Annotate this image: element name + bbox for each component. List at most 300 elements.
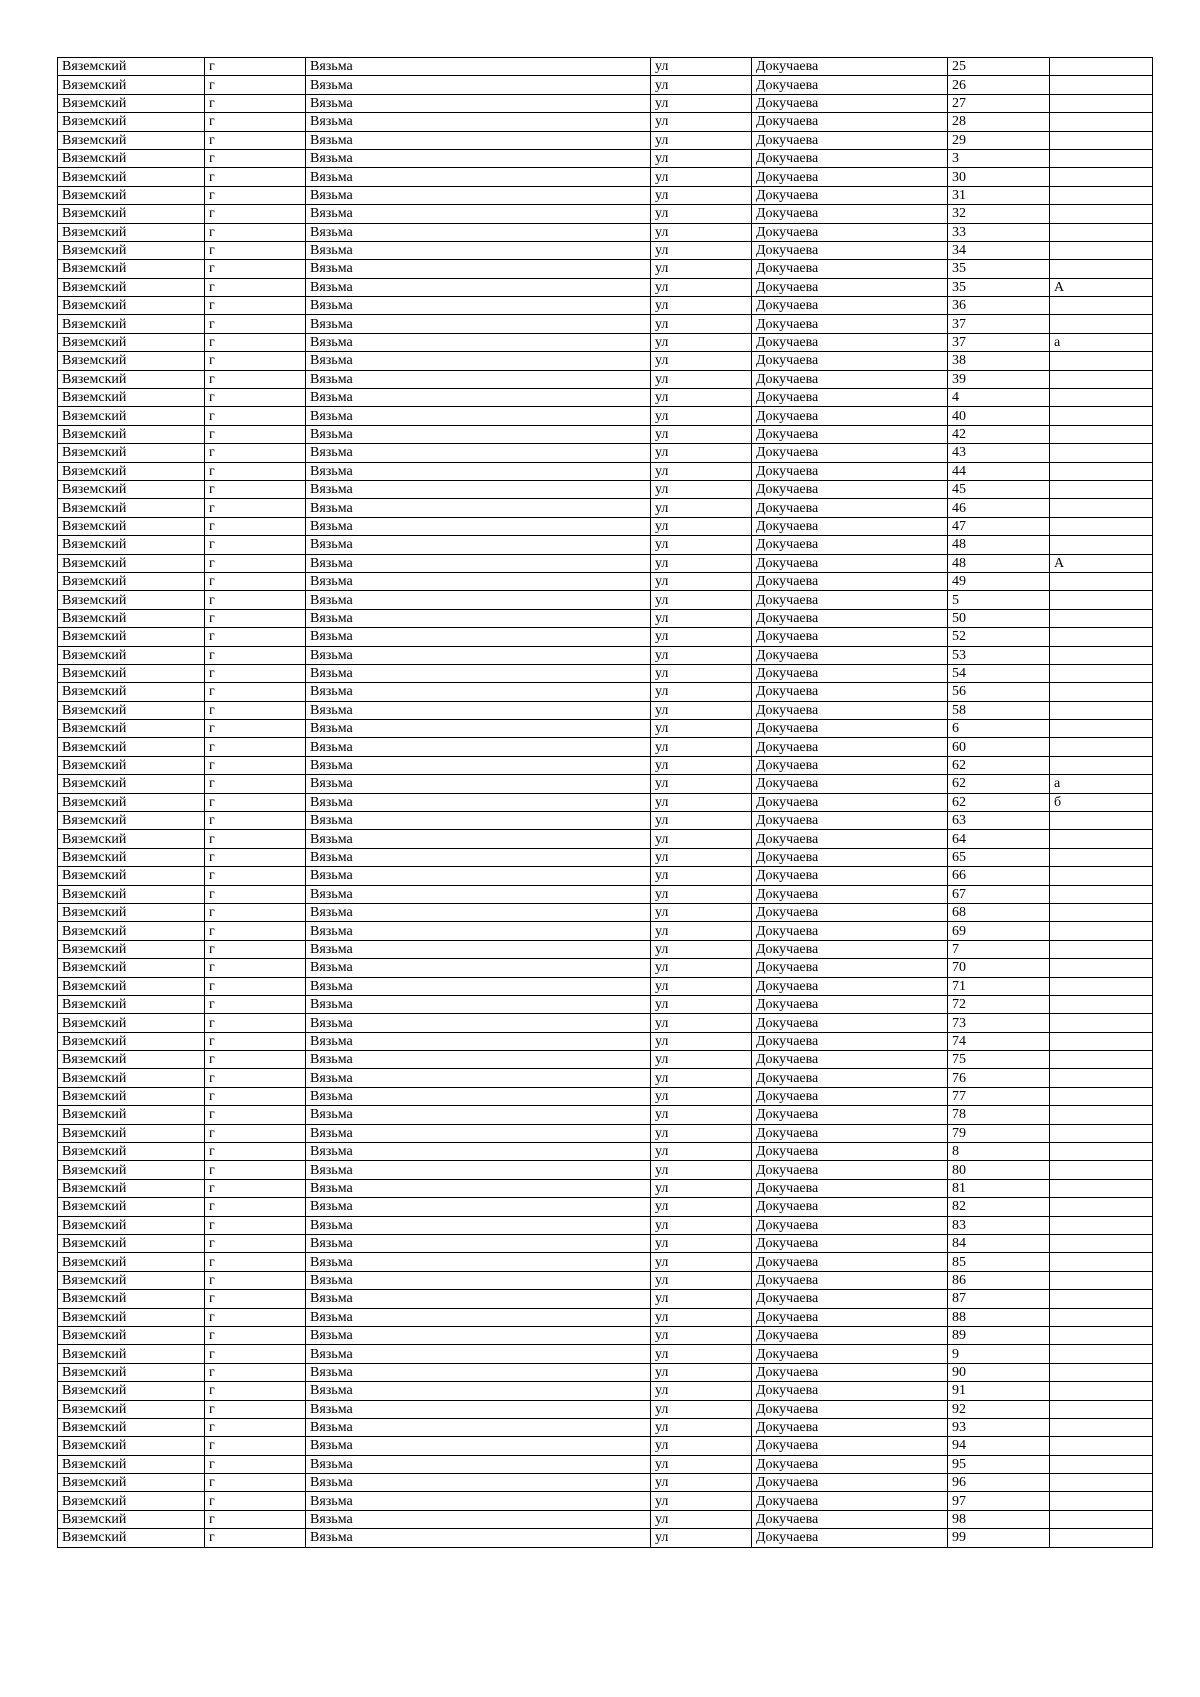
table-row (58, 572, 1153, 590)
settlement-type-cell: г (205, 241, 306, 259)
house-number-cell: 39 (948, 370, 1050, 388)
table-row (58, 168, 1153, 186)
district-cell: Вяземский (58, 131, 205, 149)
settlement-cell: Вязьма (306, 113, 651, 131)
settlement-cell: Вязьма (306, 1198, 651, 1216)
settlement-type-cell: г (205, 940, 306, 958)
settlement-cell: Вязьма (306, 572, 651, 590)
district-cell: Вяземский (58, 205, 205, 223)
table-row (58, 1106, 1153, 1124)
table-row (58, 977, 1153, 995)
house-letter-cell (1050, 1345, 1153, 1363)
settlement-cell: Вязьма (306, 94, 651, 112)
street-cell: Докучаева (752, 1051, 948, 1069)
house-number-cell: 86 (948, 1271, 1050, 1289)
table-row (58, 462, 1153, 480)
house-letter-cell (1050, 1051, 1153, 1069)
house-number-cell: 50 (948, 609, 1050, 627)
district-cell: Вяземский (58, 664, 205, 682)
house-letter-cell (1050, 1087, 1153, 1105)
street-cell: Докучаева (752, 241, 948, 259)
house-letter-cell (1050, 1271, 1153, 1289)
street-cell: Докучаева (752, 315, 948, 333)
table-row (58, 1051, 1153, 1069)
house-number-cell: 36 (948, 297, 1050, 315)
settlement-type-cell: г (205, 683, 306, 701)
settlement-cell: Вязьма (306, 1253, 651, 1271)
settlement-type-cell: г (205, 1455, 306, 1473)
street-type-cell: ул (651, 738, 752, 756)
street-cell: Докучаева (752, 1529, 948, 1547)
table-row (58, 352, 1153, 370)
settlement-type-cell: г (205, 223, 306, 241)
settlement-cell: Вязьма (306, 1032, 651, 1050)
settlement-type-cell: г (205, 278, 306, 296)
house-number-cell: 31 (948, 186, 1050, 204)
house-letter-cell (1050, 830, 1153, 848)
street-type-cell: ул (651, 1326, 752, 1344)
settlement-type-cell: г (205, 1032, 306, 1050)
street-type-cell: ул (651, 885, 752, 903)
house-letter-cell (1050, 1326, 1153, 1344)
street-cell: Докучаева (752, 940, 948, 958)
settlement-cell: Вязьма (306, 278, 651, 296)
table-row (58, 1253, 1153, 1271)
house-letter-cell: а (1050, 775, 1153, 793)
street-type-cell: ул (651, 977, 752, 995)
settlement-cell: Вязьма (306, 1051, 651, 1069)
settlement-type-cell: г (205, 517, 306, 535)
settlement-cell: Вязьма (306, 131, 651, 149)
settlement-type-cell: г (205, 1087, 306, 1105)
street-type-cell: ул (651, 186, 752, 204)
table-row (58, 425, 1153, 443)
street-cell: Докучаева (752, 58, 948, 76)
district-cell: Вяземский (58, 499, 205, 517)
district-cell: Вяземский (58, 58, 205, 76)
district-cell: Вяземский (58, 297, 205, 315)
house-number-cell: 74 (948, 1032, 1050, 1050)
house-number-cell: 6 (948, 720, 1050, 738)
settlement-type-cell: г (205, 591, 306, 609)
house-letter-cell (1050, 1363, 1153, 1381)
settlement-cell: Вязьма (306, 1271, 651, 1289)
house-number-cell: 52 (948, 628, 1050, 646)
house-letter-cell (1050, 149, 1153, 167)
street-cell: Докучаева (752, 297, 948, 315)
settlement-type-cell: г (205, 333, 306, 351)
house-number-cell: 32 (948, 205, 1050, 223)
district-cell: Вяземский (58, 241, 205, 259)
house-number-cell: 62 (948, 775, 1050, 793)
street-cell: Докучаева (752, 977, 948, 995)
street-cell: Докучаева (752, 480, 948, 498)
house-letter-cell: А (1050, 554, 1153, 572)
street-type-cell: ул (651, 223, 752, 241)
house-letter-cell (1050, 885, 1153, 903)
table-row (58, 903, 1153, 921)
settlement-type-cell: г (205, 977, 306, 995)
district-cell: Вяземский (58, 1437, 205, 1455)
street-type-cell: ул (651, 205, 752, 223)
settlement-type-cell: г (205, 1345, 306, 1363)
settlement-type-cell: г (205, 903, 306, 921)
table-row (58, 922, 1153, 940)
settlement-cell: Вязьма (306, 1345, 651, 1363)
settlement-cell: Вязьма (306, 940, 651, 958)
district-cell: Вяземский (58, 480, 205, 498)
table-row (58, 333, 1153, 351)
settlement-cell: Вязьма (306, 646, 651, 664)
district-cell: Вяземский (58, 1529, 205, 1547)
settlement-type-cell: г (205, 1069, 306, 1087)
settlement-cell: Вязьма (306, 1492, 651, 1510)
house-number-cell: 56 (948, 683, 1050, 701)
settlement-cell: Вязьма (306, 58, 651, 76)
house-number-cell: 81 (948, 1179, 1050, 1197)
settlement-type-cell: г (205, 867, 306, 885)
street-cell: Докучаева (752, 591, 948, 609)
table-row (58, 58, 1153, 76)
district-cell: Вяземский (58, 1363, 205, 1381)
house-number-cell: 98 (948, 1510, 1050, 1528)
house-letter-cell (1050, 940, 1153, 958)
table-row (58, 1345, 1153, 1363)
district-cell: Вяземский (58, 536, 205, 554)
street-type-cell: ул (651, 940, 752, 958)
settlement-type-cell: г (205, 1308, 306, 1326)
district-cell: Вяземский (58, 1382, 205, 1400)
street-type-cell: ул (651, 315, 752, 333)
street-cell: Докучаева (752, 793, 948, 811)
settlement-type-cell: г (205, 1437, 306, 1455)
street-cell: Докучаева (752, 1198, 948, 1216)
settlement-type-cell: г (205, 1106, 306, 1124)
district-cell: Вяземский (58, 1510, 205, 1528)
table-row (58, 1326, 1153, 1344)
street-cell: Докучаева (752, 1326, 948, 1344)
house-number-cell: 68 (948, 903, 1050, 921)
house-letter-cell (1050, 1437, 1153, 1455)
district-cell: Вяземский (58, 554, 205, 572)
house-number-cell: 87 (948, 1290, 1050, 1308)
house-letter-cell (1050, 628, 1153, 646)
settlement-cell: Вязьма (306, 867, 651, 885)
street-type-cell: ул (651, 1014, 752, 1032)
district-cell: Вяземский (58, 738, 205, 756)
house-number-cell: 97 (948, 1492, 1050, 1510)
street-type-cell: ул (651, 1529, 752, 1547)
settlement-cell: Вязьма (306, 536, 651, 554)
district-cell: Вяземский (58, 425, 205, 443)
street-type-cell: ул (651, 1474, 752, 1492)
settlement-type-cell: г (205, 1051, 306, 1069)
settlement-type-cell: г (205, 554, 306, 572)
settlement-type-cell: г (205, 315, 306, 333)
street-type-cell: ул (651, 848, 752, 866)
street-type-cell: ул (651, 444, 752, 462)
house-letter-cell (1050, 205, 1153, 223)
settlement-cell: Вязьма (306, 1087, 651, 1105)
table-row (58, 609, 1153, 627)
house-number-cell: 94 (948, 1437, 1050, 1455)
house-letter-cell (1050, 480, 1153, 498)
district-cell: Вяземский (58, 1051, 205, 1069)
house-number-cell: 63 (948, 812, 1050, 830)
district-cell: Вяземский (58, 977, 205, 995)
settlement-cell: Вязьма (306, 205, 651, 223)
street-cell: Докучаева (752, 812, 948, 830)
house-number-cell: 43 (948, 444, 1050, 462)
house-number-cell: 48 (948, 536, 1050, 554)
street-cell: Докучаева (752, 517, 948, 535)
district-cell: Вяземский (58, 572, 205, 590)
house-number-cell: 79 (948, 1124, 1050, 1142)
street-cell: Докучаева (752, 168, 948, 186)
street-type-cell: ул (651, 1051, 752, 1069)
district-cell: Вяземский (58, 1400, 205, 1418)
settlement-cell: Вязьма (306, 76, 651, 94)
street-cell: Докучаева (752, 1179, 948, 1197)
house-number-cell: 91 (948, 1382, 1050, 1400)
settlement-type-cell: г (205, 1363, 306, 1381)
street-cell: Докучаева (752, 1382, 948, 1400)
house-number-cell: 65 (948, 848, 1050, 866)
street-cell: Докучаева (752, 775, 948, 793)
house-number-cell: 62 (948, 793, 1050, 811)
settlement-type-cell: г (205, 1253, 306, 1271)
table-row (58, 370, 1153, 388)
house-letter-cell (1050, 922, 1153, 940)
table-row (58, 1124, 1153, 1142)
settlement-cell: Вязьма (306, 903, 651, 921)
district-cell: Вяземский (58, 867, 205, 885)
district-cell: Вяземский (58, 830, 205, 848)
house-number-cell: 3 (948, 149, 1050, 167)
table-row (58, 848, 1153, 866)
house-letter-cell (1050, 1014, 1153, 1032)
settlement-type-cell: г (205, 1474, 306, 1492)
house-number-cell: 71 (948, 977, 1050, 995)
settlement-cell: Вязьма (306, 1161, 651, 1179)
district-cell: Вяземский (58, 1106, 205, 1124)
street-type-cell: ул (651, 1087, 752, 1105)
street-cell: Докучаева (752, 444, 948, 462)
street-cell: Докучаева (752, 1400, 948, 1418)
house-number-cell: 54 (948, 664, 1050, 682)
house-number-cell: 7 (948, 940, 1050, 958)
settlement-cell: Вязьма (306, 425, 651, 443)
settlement-cell: Вязьма (306, 241, 651, 259)
house-number-cell: 93 (948, 1418, 1050, 1436)
table-row (58, 444, 1153, 462)
table-row (58, 205, 1153, 223)
district-cell: Вяземский (58, 517, 205, 535)
street-type-cell: ул (651, 168, 752, 186)
house-letter-cell (1050, 1510, 1153, 1528)
settlement-cell: Вязьма (306, 168, 651, 186)
table-row (58, 756, 1153, 774)
table-row (58, 278, 1153, 296)
settlement-cell: Вязьма (306, 885, 651, 903)
street-cell: Докучаева (752, 94, 948, 112)
house-number-cell: 66 (948, 867, 1050, 885)
table-row (58, 775, 1153, 793)
settlement-type-cell: г (205, 1418, 306, 1436)
settlement-cell: Вязьма (306, 1382, 651, 1400)
settlement-type-cell: г (205, 352, 306, 370)
street-cell: Докучаева (752, 738, 948, 756)
table-row (58, 517, 1153, 535)
street-type-cell: ул (651, 499, 752, 517)
settlement-type-cell: г (205, 444, 306, 462)
house-number-cell: 89 (948, 1326, 1050, 1344)
house-number-cell: 29 (948, 131, 1050, 149)
table-row (58, 830, 1153, 848)
settlement-type-cell: г (205, 186, 306, 204)
settlement-type-cell: г (205, 812, 306, 830)
settlement-cell: Вязьма (306, 922, 651, 940)
street-type-cell: ул (651, 1418, 752, 1436)
street-cell: Докучаева (752, 959, 948, 977)
table-row (58, 407, 1153, 425)
house-letter-cell (1050, 738, 1153, 756)
street-type-cell: ул (651, 1345, 752, 1363)
settlement-cell: Вязьма (306, 444, 651, 462)
street-type-cell: ул (651, 1271, 752, 1289)
street-type-cell: ул (651, 1382, 752, 1400)
settlement-type-cell: г (205, 205, 306, 223)
street-type-cell: ул (651, 297, 752, 315)
street-type-cell: ул (651, 830, 752, 848)
house-letter-cell (1050, 407, 1153, 425)
street-cell: Докучаева (752, 664, 948, 682)
street-cell: Докучаева (752, 683, 948, 701)
settlement-type-cell: г (205, 94, 306, 112)
house-letter-cell (1050, 720, 1153, 738)
table-row (58, 389, 1153, 407)
house-letter-cell (1050, 1253, 1153, 1271)
settlement-type-cell: г (205, 1124, 306, 1142)
table-row (58, 1216, 1153, 1234)
settlement-type-cell: г (205, 775, 306, 793)
district-cell: Вяземский (58, 315, 205, 333)
house-number-cell: 42 (948, 425, 1050, 443)
house-letter-cell (1050, 995, 1153, 1013)
house-letter-cell (1050, 1106, 1153, 1124)
house-number-cell: 60 (948, 738, 1050, 756)
street-cell: Докучаева (752, 223, 948, 241)
house-letter-cell (1050, 1235, 1153, 1253)
house-letter-cell (1050, 867, 1153, 885)
street-type-cell: ул (651, 1179, 752, 1197)
street-type-cell: ул (651, 389, 752, 407)
house-number-cell: 38 (948, 352, 1050, 370)
district-cell: Вяземский (58, 1271, 205, 1289)
district-cell: Вяземский (58, 683, 205, 701)
house-letter-cell (1050, 959, 1153, 977)
street-type-cell: ул (651, 683, 752, 701)
house-letter-cell (1050, 664, 1153, 682)
district-cell: Вяземский (58, 775, 205, 793)
table-row (58, 1032, 1153, 1050)
street-cell: Докучаева (752, 1492, 948, 1510)
street-type-cell: ул (651, 867, 752, 885)
table-row (58, 1198, 1153, 1216)
settlement-type-cell: г (205, 260, 306, 278)
street-type-cell: ул (651, 1161, 752, 1179)
district-cell: Вяземский (58, 1492, 205, 1510)
settlement-cell: Вязьма (306, 352, 651, 370)
house-number-cell: 88 (948, 1308, 1050, 1326)
house-number-cell: 96 (948, 1474, 1050, 1492)
house-letter-cell (1050, 370, 1153, 388)
street-cell: Докучаева (752, 425, 948, 443)
district-cell: Вяземский (58, 848, 205, 866)
table-row (58, 1510, 1153, 1528)
street-type-cell: ул (651, 1235, 752, 1253)
house-number-cell: 37 (948, 315, 1050, 333)
settlement-cell: Вязьма (306, 1437, 651, 1455)
district-cell: Вяземский (58, 1345, 205, 1363)
settlement-cell: Вязьма (306, 1290, 651, 1308)
table-row (58, 1382, 1153, 1400)
house-letter-cell (1050, 1179, 1153, 1197)
settlement-cell: Вязьма (306, 977, 651, 995)
settlement-type-cell: г (205, 1529, 306, 1547)
district-cell: Вяземский (58, 407, 205, 425)
table-row (58, 186, 1153, 204)
house-number-cell: 69 (948, 922, 1050, 940)
settlement-type-cell: г (205, 830, 306, 848)
settlement-type-cell: г (205, 407, 306, 425)
table-row (58, 1087, 1153, 1105)
street-type-cell: ул (651, 646, 752, 664)
street-type-cell: ул (651, 628, 752, 646)
street-cell: Докучаева (752, 922, 948, 940)
street-type-cell: ул (651, 131, 752, 149)
street-type-cell: ул (651, 1437, 752, 1455)
table-row (58, 683, 1153, 701)
house-letter-cell (1050, 1492, 1153, 1510)
settlement-type-cell: г (205, 1271, 306, 1289)
house-letter-cell (1050, 1400, 1153, 1418)
settlement-cell: Вязьма (306, 480, 651, 498)
street-type-cell: ул (651, 333, 752, 351)
settlement-cell: Вязьма (306, 1363, 651, 1381)
district-cell: Вяземский (58, 1235, 205, 1253)
table-row (58, 1437, 1153, 1455)
house-letter-cell (1050, 1124, 1153, 1142)
district-cell: Вяземский (58, 812, 205, 830)
table-row (58, 223, 1153, 241)
settlement-type-cell: г (205, 499, 306, 517)
house-letter-cell (1050, 536, 1153, 554)
settlement-cell: Вязьма (306, 830, 651, 848)
address-table (57, 57, 1153, 1548)
street-type-cell: ул (651, 1143, 752, 1161)
district-cell: Вяземский (58, 1474, 205, 1492)
house-number-cell: 5 (948, 591, 1050, 609)
house-letter-cell (1050, 131, 1153, 149)
house-number-cell: 48 (948, 554, 1050, 572)
settlement-cell: Вязьма (306, 1474, 651, 1492)
settlement-type-cell: г (205, 609, 306, 627)
street-cell: Докучаева (752, 1455, 948, 1473)
district-cell: Вяземский (58, 1198, 205, 1216)
settlement-type-cell: г (205, 1290, 306, 1308)
district-cell: Вяземский (58, 389, 205, 407)
